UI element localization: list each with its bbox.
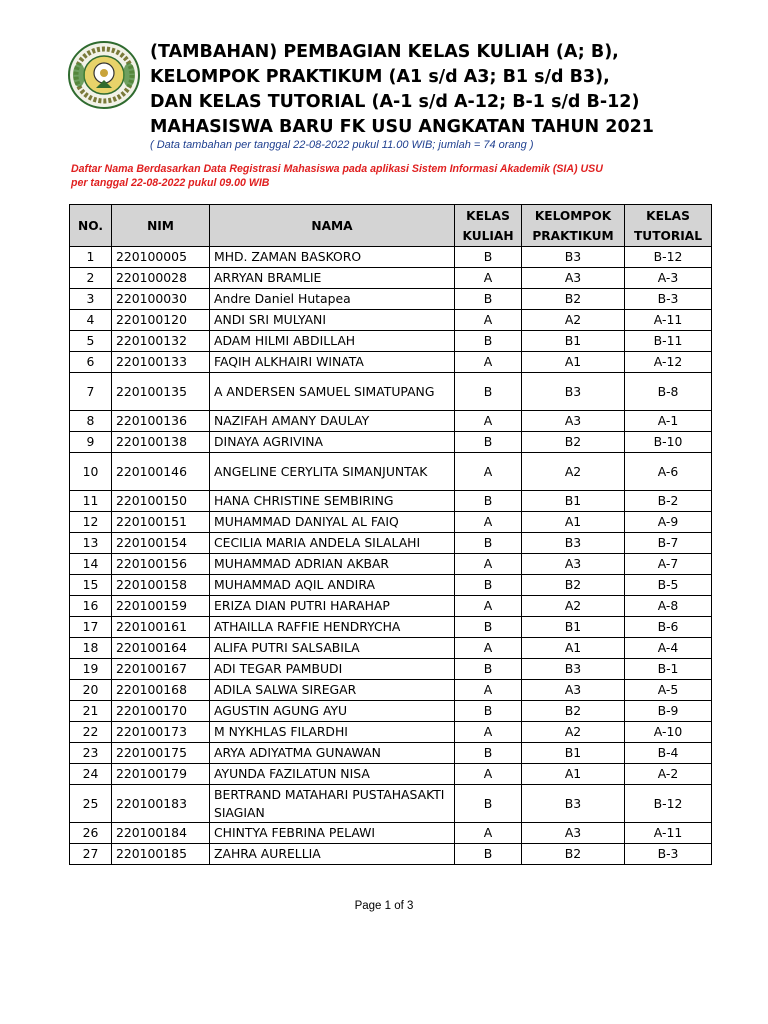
cell-kelompok-praktikum: A3 [522,268,625,289]
title-line-3: DAN KELAS TUTORIAL (A-1 s/d A-12; B-1 s/d B-12) [150,92,640,112]
cell-no: 8 [70,411,112,432]
cell-nim: 220100168 [112,680,210,701]
cell-kelompok-praktikum: B1 [522,331,625,352]
cell-nim: 220100159 [112,596,210,617]
cell-kelas-tutorial: B-11 [625,331,712,352]
cell-kelas-tutorial: A-12 [625,352,712,373]
cell-nim: 220100158 [112,575,210,596]
cell-nim: 220100028 [112,268,210,289]
table-row [70,554,712,575]
source-line-2: per tanggal 22-08-2022 pukul 09.00 WIB [71,177,270,189]
cell-nama: Andre Daniel Hutapea [210,289,455,310]
cell-kelas-tutorial: B-7 [625,533,712,554]
cell-nama: NAZIFAH AMANY DAULAY [210,411,455,432]
cell-nama: ARRYAN BRAMLIE [210,268,455,289]
cell-kelas-kuliah: A [455,823,522,844]
cell-kelompok-praktikum: B3 [522,373,625,411]
cell-kelompok-praktikum: A3 [522,680,625,701]
table-row [70,764,712,785]
cell-nama: MUHAMMAD AQIL ANDIRA [210,575,455,596]
cell-kelas-kuliah: B [455,432,522,453]
cell-kelas-tutorial: A-2 [625,764,712,785]
header-kelompok-praktikum: KELOMPOK PRAKTIKUM [522,205,625,247]
cell-nim: 220100005 [112,247,210,268]
cell-nama: ZAHRA AURELLIA [210,844,455,865]
cell-kelas-kuliah: A [455,453,522,491]
table-row [70,411,712,432]
header-nama: NAMA [210,205,455,247]
table-row [70,352,712,373]
cell-kelas-tutorial: B-8 [625,373,712,411]
header-nim: NIM [112,205,210,247]
cell-kelompok-praktikum: B2 [522,701,625,722]
cell-nim: 220100156 [112,554,210,575]
cell-nim: 220100136 [112,411,210,432]
cell-no: 17 [70,617,112,638]
table-row [70,823,712,844]
cell-no: 19 [70,659,112,680]
cell-kelas-kuliah: A [455,764,522,785]
cell-no: 12 [70,512,112,533]
cell-kelas-tutorial: B-3 [625,844,712,865]
title-line-4: MAHASISWA BARU FK USU ANGKATAN TAHUN 2021 [150,117,654,137]
cell-kelas-tutorial: A-9 [625,512,712,533]
table-row [70,743,712,764]
cell-kelompok-praktikum: B1 [522,617,625,638]
table-header-row [70,205,712,247]
table-row [70,373,712,411]
cell-nama: A ANDERSEN SAMUEL SIMATUPANG [210,373,455,411]
cell-kelompok-praktikum: A3 [522,411,625,432]
cell-no: 14 [70,554,112,575]
cell-kelas-kuliah: B [455,659,522,680]
cell-nim: 220100138 [112,432,210,453]
cell-kelas-kuliah: B [455,331,522,352]
cell-nim: 220100173 [112,722,210,743]
cell-kelas-tutorial: A-3 [625,268,712,289]
cell-kelompok-praktikum: B2 [522,844,625,865]
table-row [70,268,712,289]
cell-kelompok-praktikum: B2 [522,575,625,596]
cell-nama: ANDI SRI MULYANI [210,310,455,331]
cell-nama: MUHAMMAD ADRIAN AKBAR [210,554,455,575]
additional-data-note: ( Data tambahan per tanggal 22-08-2022 pukul 11.00 WIB; jumlah = 74 orang ) [150,139,534,151]
cell-kelompok-praktikum: B3 [522,533,625,554]
cell-nim: 220100030 [112,289,210,310]
table-row [70,844,712,865]
cell-kelas-kuliah: A [455,554,522,575]
table-row [70,512,712,533]
cell-kelas-tutorial: A-10 [625,722,712,743]
cell-nama: ARYA ADIYATMA GUNAWAN [210,743,455,764]
header-no: NO. [70,205,112,247]
title-line-2: KELOMPOK PRAKTIKUM (A1 s/d A3; B1 s/d B3), [150,67,610,87]
table-row [70,785,712,823]
cell-nama: CHINTYA FEBRINA PELAWI [210,823,455,844]
cell-nama: AYUNDA FAZILATUN NISA [210,764,455,785]
cell-kelas-kuliah: B [455,701,522,722]
cell-kelas-tutorial: B-3 [625,289,712,310]
cell-nama: MHD. ZAMAN BASKORO [210,247,455,268]
cell-no: 1 [70,247,112,268]
cell-nama: ANGELINE CERYLITA SIMANJUNTAK [210,453,455,491]
usu-university-seal-icon [66,40,142,110]
cell-kelas-tutorial: B-4 [625,743,712,764]
cell-nim: 220100154 [112,533,210,554]
cell-nim: 220100150 [112,491,210,512]
cell-kelas-kuliah: A [455,638,522,659]
cell-no: 20 [70,680,112,701]
cell-nim: 220100184 [112,823,210,844]
cell-kelas-kuliah: A [455,352,522,373]
cell-kelas-tutorial: A-7 [625,554,712,575]
cell-kelas-kuliah: B [455,491,522,512]
cell-nim: 220100170 [112,701,210,722]
cell-kelompok-praktikum: A2 [522,722,625,743]
cell-kelompok-praktikum: B2 [522,432,625,453]
cell-no: 27 [70,844,112,865]
cell-kelas-kuliah: A [455,680,522,701]
cell-no: 21 [70,701,112,722]
table-row [70,310,712,331]
cell-nama: MUHAMMAD DANIYAL AL FAIQ [210,512,455,533]
cell-nim: 220100167 [112,659,210,680]
cell-kelas-tutorial: B-5 [625,575,712,596]
cell-nama: HANA CHRISTINE SEMBIRING [210,491,455,512]
student-roster-table [69,204,712,865]
cell-nim: 220100146 [112,453,210,491]
cell-kelas-tutorial: A-8 [625,596,712,617]
document-title [150,40,750,140]
cell-kelompok-praktikum: A3 [522,554,625,575]
cell-kelompok-praktikum: A1 [522,638,625,659]
cell-no: 25 [70,785,112,823]
cell-nama: ERIZA DIAN PUTRI HARAHAP [210,596,455,617]
cell-kelompok-praktikum: B3 [522,659,625,680]
cell-kelompok-praktikum: B3 [522,247,625,268]
cell-kelompok-praktikum: B2 [522,289,625,310]
cell-kelas-tutorial: B-9 [625,701,712,722]
cell-no: 6 [70,352,112,373]
cell-no: 26 [70,823,112,844]
table-row [70,331,712,352]
cell-kelas-tutorial: B-1 [625,659,712,680]
cell-no: 16 [70,596,112,617]
table-row [70,722,712,743]
header-kelas-kuliah: KELAS KULIAH [455,205,522,247]
cell-kelas-tutorial: A-11 [625,310,712,331]
cell-kelompok-praktikum: A2 [522,596,625,617]
cell-kelompok-praktikum: A1 [522,764,625,785]
cell-kelas-kuliah: B [455,373,522,411]
cell-nama: ADILA SALWA SIREGAR [210,680,455,701]
cell-nim: 220100135 [112,373,210,411]
cell-nim: 220100120 [112,310,210,331]
page-number: Page 1 of 3 [354,900,414,912]
cell-kelompok-praktikum: A2 [522,310,625,331]
cell-no: 15 [70,575,112,596]
cell-kelompok-praktikum: A3 [522,823,625,844]
table-row [70,596,712,617]
table-row [70,701,712,722]
cell-no: 5 [70,331,112,352]
cell-no: 9 [70,432,112,453]
table-row [70,289,712,310]
cell-no: 10 [70,453,112,491]
table-row [70,453,712,491]
cell-kelompok-praktikum: A1 [522,512,625,533]
cell-no: 13 [70,533,112,554]
cell-kelompok-praktikum: A2 [522,453,625,491]
cell-kelas-tutorial: B-12 [625,785,712,823]
cell-no: 24 [70,764,112,785]
cell-kelas-tutorial: B-12 [625,247,712,268]
cell-kelas-tutorial: A-6 [625,453,712,491]
cell-no: 7 [70,373,112,411]
cell-no: 22 [70,722,112,743]
cell-nama: FAQIH ALKHAIRI WINATA [210,352,455,373]
cell-kelas-kuliah: A [455,596,522,617]
cell-nim: 220100132 [112,331,210,352]
cell-no: 2 [70,268,112,289]
cell-kelas-kuliah: B [455,743,522,764]
cell-no: 3 [70,289,112,310]
table-row [70,432,712,453]
cell-nim: 220100151 [112,512,210,533]
cell-nama: DINAYA AGRIVINA [210,432,455,453]
cell-no: 18 [70,638,112,659]
cell-nama: M NYKHLAS FILARDHI [210,722,455,743]
cell-nama: ATHAILLA RAFFIE HENDRYCHA [210,617,455,638]
cell-kelas-kuliah: B [455,289,522,310]
cell-no: 4 [70,310,112,331]
cell-nama: BERTRAND MATAHARI PUSTAHASAKTI SIAGIAN [210,785,455,823]
cell-kelas-kuliah: A [455,722,522,743]
cell-nim: 220100133 [112,352,210,373]
cell-kelas-kuliah: B [455,844,522,865]
table-row [70,680,712,701]
cell-nama: ADI TEGAR PAMBUDI [210,659,455,680]
cell-nim: 220100183 [112,785,210,823]
cell-kelas-kuliah: B [455,785,522,823]
cell-nim: 220100179 [112,764,210,785]
cell-kelas-kuliah: A [455,268,522,289]
cell-nama: AGUSTIN AGUNG AYU [210,701,455,722]
title-line-1: (TAMBAHAN) PEMBAGIAN KELAS KULIAH (A; B), [150,42,619,62]
cell-kelompok-praktikum: B3 [522,785,625,823]
cell-kelompok-praktikum: B1 [522,743,625,764]
table-row [70,617,712,638]
cell-nama: CECILIA MARIA ANDELA SILALAHI [210,533,455,554]
table-row [70,247,712,268]
cell-kelas-tutorial: A-4 [625,638,712,659]
table-row [70,638,712,659]
cell-nama: ALIFA PUTRI SALSABILA [210,638,455,659]
cell-kelompok-praktikum: A1 [522,352,625,373]
table-row [70,659,712,680]
source-line-1: Daftar Nama Berdasarkan Data Registrasi Mahasiswa pada aplikasi Sistem Informasi Akademik (SIA) USU [71,163,603,175]
cell-kelas-kuliah: A [455,310,522,331]
cell-kelas-tutorial: A-1 [625,411,712,432]
cell-kelas-tutorial: B-10 [625,432,712,453]
cell-kelas-kuliah: B [455,575,522,596]
cell-kelas-tutorial: B-6 [625,617,712,638]
header-kelas-tutorial: KELAS TUTORIAL [625,205,712,247]
cell-nim: 220100164 [112,638,210,659]
source-note [71,162,711,190]
cell-kelas-kuliah: A [455,411,522,432]
cell-no: 23 [70,743,112,764]
table-row [70,575,712,596]
cell-nim: 220100185 [112,844,210,865]
cell-kelas-tutorial: B-2 [625,491,712,512]
cell-kelas-tutorial: A-5 [625,680,712,701]
cell-kelompok-praktikum: B1 [522,491,625,512]
cell-nim: 220100161 [112,617,210,638]
table-row [70,533,712,554]
cell-kelas-kuliah: A [455,512,522,533]
cell-nim: 220100175 [112,743,210,764]
cell-kelas-kuliah: B [455,533,522,554]
cell-kelas-tutorial: A-11 [625,823,712,844]
cell-no: 11 [70,491,112,512]
table-body [70,247,712,865]
table-row [70,491,712,512]
cell-kelas-kuliah: B [455,617,522,638]
cell-nama: ADAM HILMI ABDILLAH [210,331,455,352]
cell-kelas-kuliah: B [455,247,522,268]
